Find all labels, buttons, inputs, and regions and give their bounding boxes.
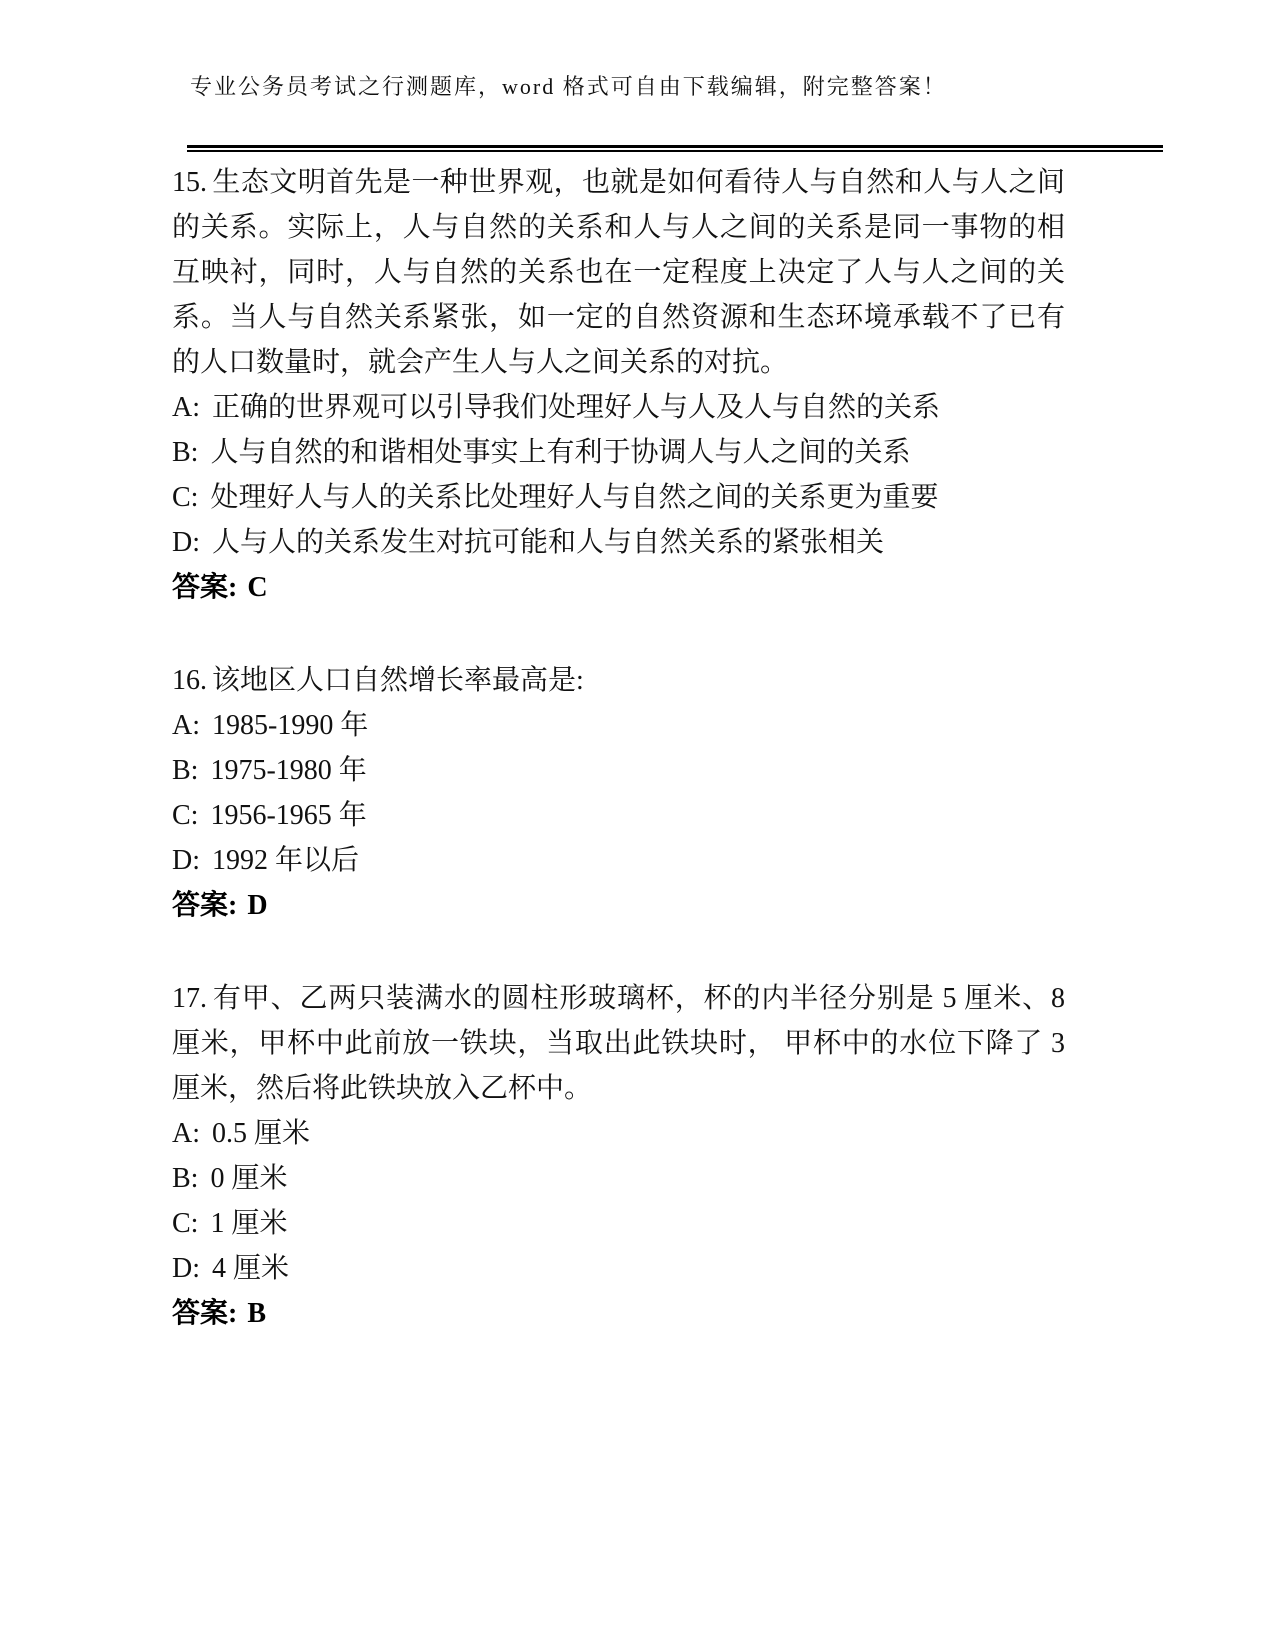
option-text: 0.5 厘米 — [212, 1118, 311, 1149]
option-label: B: — [172, 755, 199, 786]
answer-label: 答案: — [172, 1298, 238, 1329]
option-label: C: — [172, 1208, 199, 1239]
question-text — [172, 160, 1065, 385]
option-text: 4 厘米 — [212, 1253, 290, 1284]
question-body: 生态文明首先是一种世界观，也就是如何看待人与自然和人与人之间的关系。实际上，人与自然的关系和人与人之间的关系是同一事物的相互映衬，同时，人与自然的关系也在一定程度上决定了人与人之间的关系。当人与自然关系紧张，如一定的自然资源和生态环境承载不了已有的人口数量时，就会产生人与人之间关系的对抗。 — [172, 167, 1065, 378]
question-block-16 — [172, 658, 1065, 928]
option-b — [172, 1156, 1065, 1201]
option-text: 处理好人与人的关系比处理好人与自然之间的关系更为重要 — [210, 482, 939, 513]
answer-line — [172, 565, 1065, 610]
divider-bottom-rule — [187, 150, 1163, 152]
option-a — [172, 703, 1065, 748]
option-label: D: — [172, 527, 200, 558]
question-number: 16. — [172, 665, 207, 696]
option-text: 正确的世界观可以引导我们处理好人与人及人与自然的关系 — [212, 392, 941, 423]
question-text — [172, 976, 1065, 1111]
answer-value: C — [247, 572, 268, 603]
header-divider — [187, 145, 1163, 152]
question-body: 有甲、乙两只装满水的圆柱形玻璃杯，杯的内半径分别是 5 厘米、8 厘米，甲杯中此前放一铁块，当取出此铁块时， 甲杯中的水位下降了 3 厘米，然后将此铁块放入乙杯中。 — [172, 983, 1065, 1104]
option-text: 1992 年以后 — [212, 845, 360, 876]
answer-value: B — [247, 1298, 267, 1329]
question-list — [172, 160, 1065, 1336]
option-label: D: — [172, 845, 200, 876]
option-label: B: — [172, 437, 199, 468]
answer-line — [172, 1291, 1065, 1336]
option-d — [172, 838, 1065, 883]
option-text: 人与人的关系发生对抗可能和人与自然关系的紧张相关 — [212, 527, 885, 558]
option-label: A: — [172, 710, 200, 741]
option-c — [172, 793, 1065, 838]
question-block-15 — [172, 160, 1065, 610]
option-label: C: — [172, 482, 199, 513]
option-c — [172, 475, 1065, 520]
option-c — [172, 1201, 1065, 1246]
option-a — [172, 1111, 1065, 1156]
header-title: 专业公务员考试之行测题库，word 格式可自由下载编辑，附完整答案！ — [190, 74, 947, 99]
answer-value: D — [247, 890, 268, 921]
option-d — [172, 520, 1065, 565]
option-b — [172, 748, 1065, 793]
option-d — [172, 1246, 1065, 1291]
question-number: 15. — [172, 167, 207, 198]
option-b — [172, 430, 1065, 475]
option-text: 0 厘米 — [210, 1163, 288, 1194]
option-label: A: — [172, 1118, 200, 1149]
question-number: 17. — [172, 983, 207, 1014]
option-label: C: — [172, 800, 199, 831]
option-text: 人与自然的和谐相处事实上有利于协调人与人之间的关系 — [210, 437, 911, 468]
option-text: 1 厘米 — [210, 1208, 288, 1239]
option-text: 1975-1980 年 — [210, 755, 367, 786]
option-label: B: — [172, 1163, 199, 1194]
option-a — [172, 385, 1065, 430]
answer-label: 答案: — [172, 890, 238, 921]
option-text: 1956-1965 年 — [210, 800, 367, 831]
question-text — [172, 658, 1065, 703]
question-body: 该地区人口自然增长率最高是: — [212, 665, 584, 696]
answer-label: 答案: — [172, 572, 238, 603]
answer-line — [172, 883, 1065, 928]
option-text: 1985-1990 年 — [212, 710, 369, 741]
option-label: D: — [172, 1253, 200, 1284]
question-block-17 — [172, 976, 1065, 1336]
option-label: A: — [172, 392, 200, 423]
